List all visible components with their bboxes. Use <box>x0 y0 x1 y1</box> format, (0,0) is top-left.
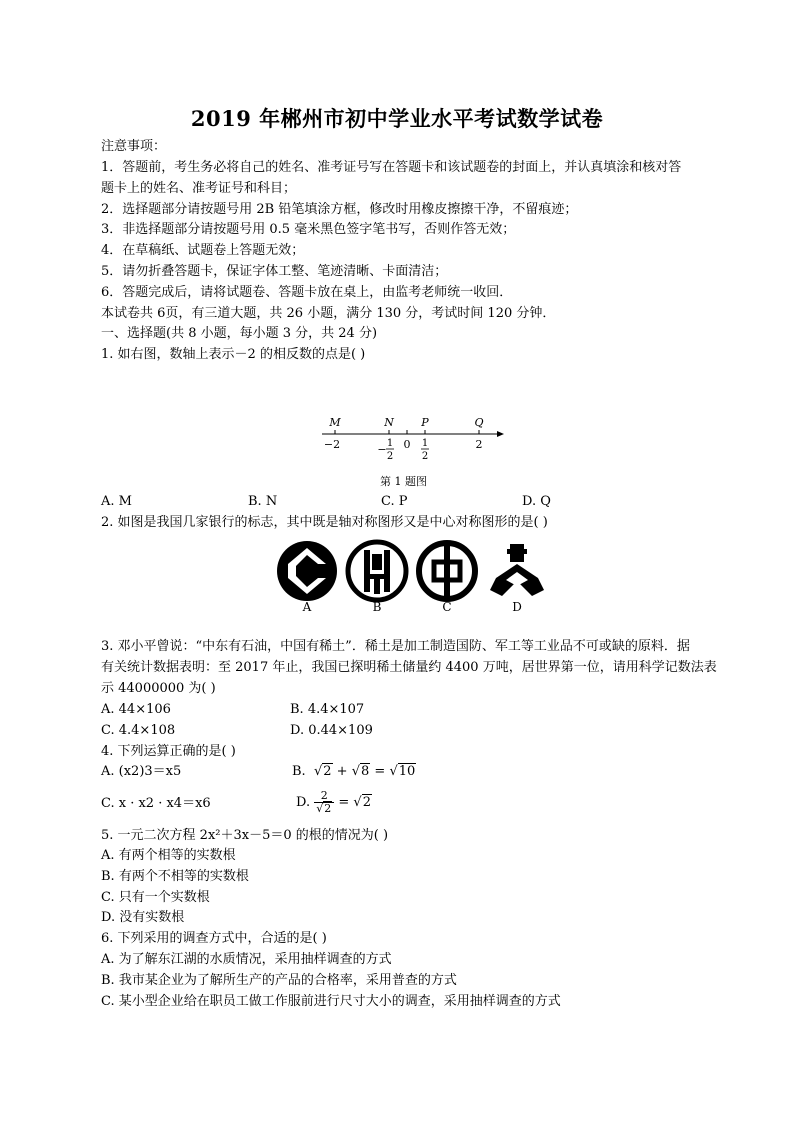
option-b: B. √2 + √8 = √10 <box>292 764 416 779</box>
option-b: B. N <box>248 494 278 509</box>
tick-label: 0 <box>403 438 411 451</box>
page-title: 2019 年郴州市初中学业水平考试数学试卷 <box>190 106 604 131</box>
tick-label: −2 <box>323 438 341 451</box>
radicand: 2 <box>324 802 332 815</box>
option-c: C. x · x2 · x4＝x6 <box>101 796 211 811</box>
option-d: D. 0.44×109 <box>290 723 373 738</box>
tick-label: 2 <box>475 438 483 451</box>
option-c: C. 只有一个实数根 <box>101 890 210 905</box>
tick-label-neg-sign: − <box>377 443 387 456</box>
point-label-m: M <box>329 416 341 429</box>
fraction-denominator: √2 <box>316 802 332 815</box>
option-a: A. 为了解东江湖的水质情况，采用抽样调查的方式 <box>101 952 392 967</box>
fraction-numerator: 2 <box>314 790 334 803</box>
option-a: A. 44×106 <box>101 702 171 717</box>
bank-logo-a-icon <box>274 538 340 604</box>
option-b-prefix: B. <box>292 764 306 779</box>
question-3-line: 3. 邓小平曾说：“中东有石油，中国有稀土”．稀土是加工制造国防、军工等工业品不可或缺的原料．据 <box>101 639 690 654</box>
bank-logo-b-icon <box>344 538 410 604</box>
point-label-n: N <box>384 416 394 429</box>
logo-label-d: D <box>512 600 522 614</box>
notice-item: 5．请勿折叠答题卡，保证字体工整、笔迹清晰、卡面清洁； <box>101 264 448 279</box>
option-a: A. (x2)3＝x5 <box>101 764 182 779</box>
tick-label-frac-num: 1 <box>421 438 429 449</box>
tick-label-frac-den: 2 <box>386 451 394 462</box>
option-d-prefix: D. <box>296 795 311 810</box>
notice-item: 4．在草稿纸、试题卷上答题无效； <box>101 243 305 258</box>
bank-logo-c-icon <box>414 538 480 604</box>
question-2-stem: 2. 如图是我国几家银行的标志，其中既是轴对称图形又是中心对称图形的是( ) <box>101 515 548 530</box>
point-label-p: P <box>421 416 429 429</box>
notice-item: 3．非选择题部分请按题号用 0.5 毫米黑色签字笔书写，否则作答无效； <box>101 222 516 237</box>
option-a: A. M <box>101 494 132 509</box>
fraction <box>314 790 334 815</box>
question-1-stem: 1. 如右图，数轴上表示－2 的相反数的点是( ) <box>101 347 366 362</box>
option-c: C. P <box>381 494 408 509</box>
question-3-line: 有关统计数据表明：至 2017 年止，我国已探明稀土储量约 4400 万吨，居世界第一位，请用科学记数法表 <box>101 660 717 675</box>
notice-item: 题卡上的姓名、准考证号和科目； <box>101 181 297 196</box>
option-a: A. 有两个相等的实数根 <box>101 848 236 863</box>
equals-sign: = <box>338 795 350 810</box>
bank-logo-d-icon <box>484 538 550 604</box>
notice-item: 6．答题完成后，请将试题卷、答题卡放在桌上，由监考老师统一收回． <box>101 285 513 300</box>
equals-sign: = <box>374 764 386 779</box>
tick-label-frac-den: 2 <box>421 451 429 462</box>
number-line-figure <box>318 410 508 470</box>
notice-heading: 注意事项： <box>101 139 167 154</box>
radicand: 2 <box>362 795 371 810</box>
point-label-q: Q <box>474 416 484 429</box>
option-b: B. 有两个不相等的实数根 <box>101 869 249 884</box>
figure-caption: 第 1 题图 <box>380 475 427 488</box>
radicand: 10 <box>398 764 416 779</box>
question-4-stem: 4. 下列运算正确的是( ) <box>101 744 236 759</box>
plus-sign: + <box>336 764 348 779</box>
option-c: C. 某小型企业给在职员工做工作服前进行尺寸大小的调查，采用抽样调查的方式 <box>101 994 561 1009</box>
logo-label-a: A <box>302 600 312 614</box>
notice-item: 2．选择题部分请按题号用 2B 铅笔填涂方框，修改时用橡皮擦擦干净，不留痕迹； <box>101 202 578 217</box>
option-d: D. 没有实数根 <box>101 910 185 925</box>
notice-item: 1．答题前，考生务必将自己的姓名、准考证号写在答题卡和该试题卷的封面上，并认真填涂和核对答 <box>101 160 682 175</box>
radicand: 8 <box>361 764 370 779</box>
exam-summary: 本试卷共 6页，有三道大题，共 26 小题，满分 130 分，考试时间 120 分钟． <box>101 306 556 321</box>
option-c: C. 4.4×108 <box>101 723 176 738</box>
option-b: B. 我市某企业为了解所生产的产品的合格率，采用普查的方式 <box>101 973 457 988</box>
tick-label-frac-num: 1 <box>386 438 394 449</box>
section-heading: 一、选择题(共 8 小题，每小题 3 分，共 24 分) <box>101 326 378 341</box>
question-5-stem: 5. 一元二次方程 2x²＋3x－5＝0 的根的情况为( ) <box>101 828 389 843</box>
option-b: B. 4.4×107 <box>290 702 365 717</box>
logo-label-c: C <box>442 600 452 614</box>
radicand: 2 <box>323 764 332 779</box>
logo-label-b: B <box>372 600 382 614</box>
option-d: D. $\frac{2}{√2}$ = √2 <box>296 789 371 815</box>
option-d: D. Q <box>522 494 551 509</box>
question-6-stem: 6. 下列采用的调查方式中，合适的是( ) <box>101 931 327 946</box>
question-3-line: 示 44000000 为( ) <box>101 681 216 696</box>
